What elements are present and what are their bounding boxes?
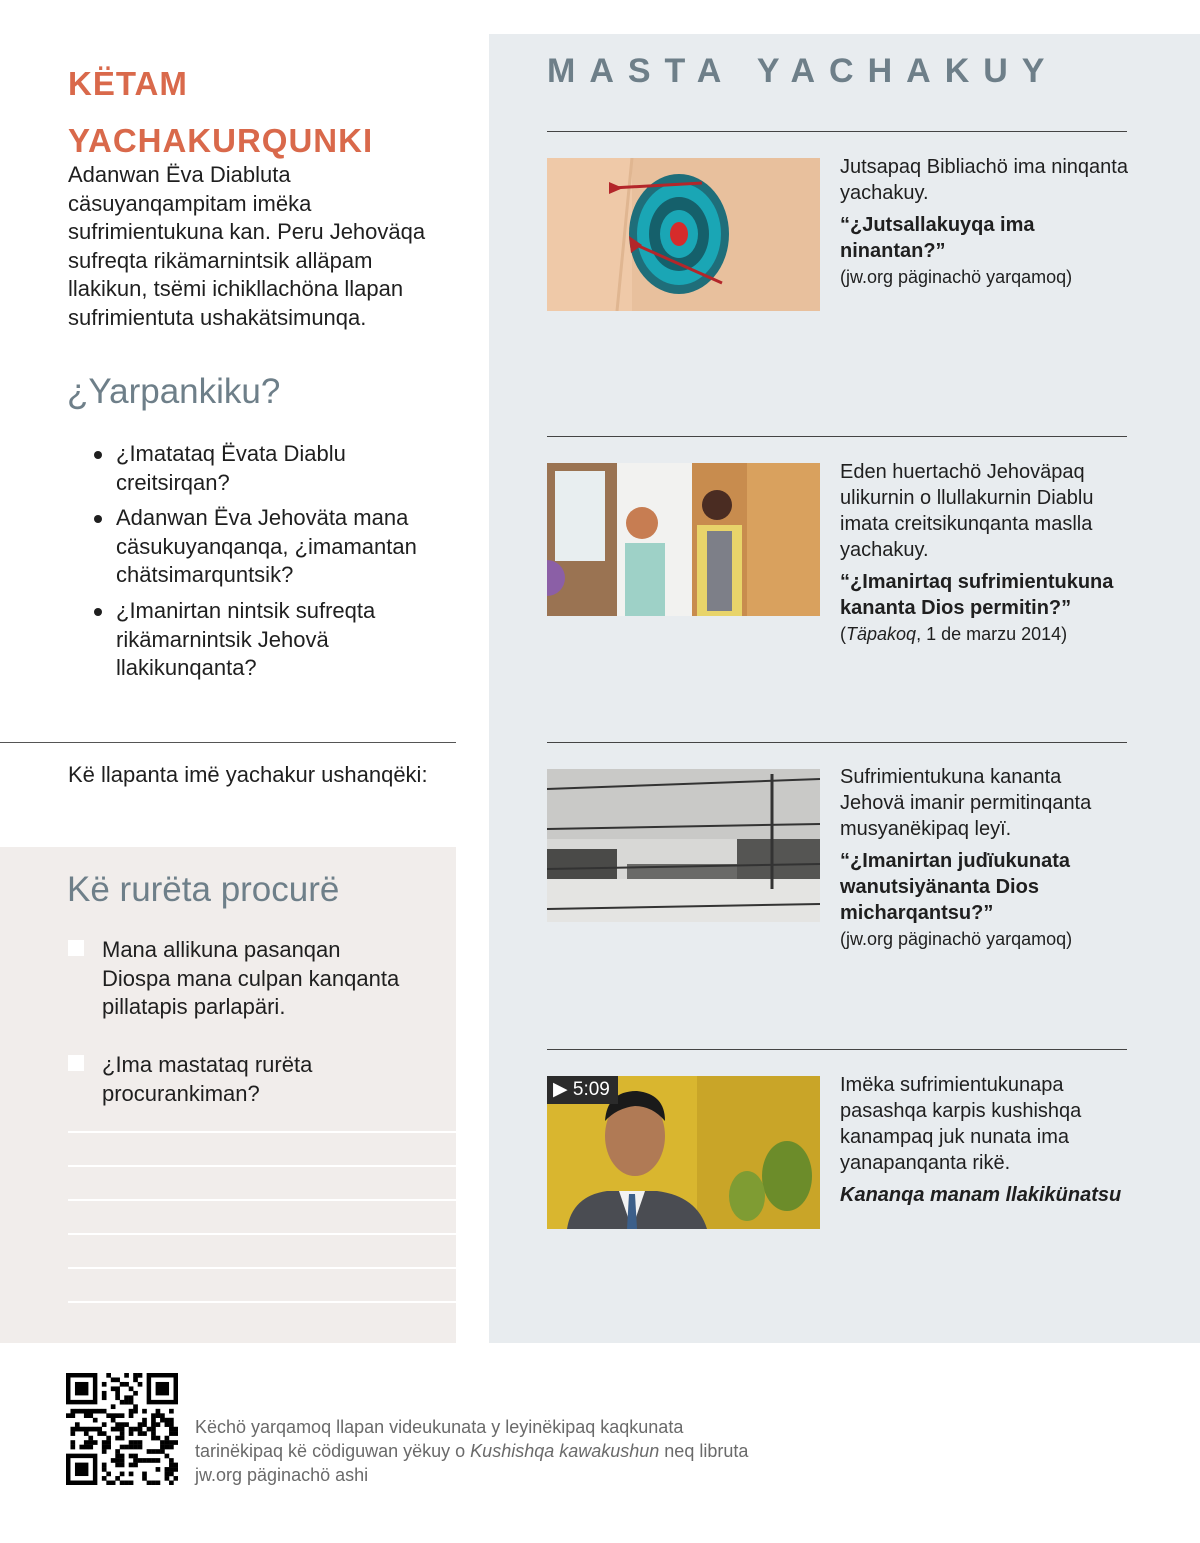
resource-item: [840, 154, 1130, 290]
writing-line[interactable]: [68, 1233, 456, 1235]
checkbox[interactable]: [68, 940, 84, 956]
target-icon: [547, 158, 820, 311]
lesson-title-line-2: YACHAKURQUNKI: [68, 122, 374, 159]
resource-link-title[interactable]: “¿Imanirtan judïukunata wanutsiyänanta Dios micharqantsu?”: [840, 850, 1071, 924]
video-thumbnail[interactable]: [547, 1076, 820, 1229]
target-arrows-image[interactable]: [547, 158, 820, 311]
review-question: ¿Imanirtan nintsik sufreqta rikämarnintsik Jehovä llakikunqanta?: [92, 597, 452, 683]
writing-line[interactable]: [68, 1165, 456, 1167]
lesson-title: [68, 55, 468, 169]
lesson-title-line-1: KËTAM: [68, 65, 188, 102]
resource-description: Imëka sufrimientukunapa pasashqa karpis kushishqa kanampaq juk nunata ima yanapanqanta rikë.: [840, 1074, 1082, 1174]
resource-item: [840, 1072, 1130, 1208]
try-item-text: ¿Ima mastataq rurëta procurankiman?: [102, 1052, 313, 1106]
resource-link-title[interactable]: “¿Jutsallakuyqa ima ninantan?”: [840, 214, 1035, 262]
writing-line[interactable]: [68, 1301, 456, 1303]
review-questions-list: [92, 440, 452, 690]
qr-code-icon: [66, 1373, 178, 1485]
resource-item: [840, 764, 1130, 952]
book-title: Kushishqa kawakushun: [470, 1441, 660, 1461]
item-divider: [547, 1049, 1127, 1050]
resource-link-title[interactable]: “¿Imanirtaq sufrimientukuna kananta Dios permitin?”: [840, 571, 1114, 619]
photo-icon: [547, 769, 820, 922]
review-heading: ¿Yarpankiku?: [67, 372, 281, 411]
lesson-summary: Adanwan Ëva Diabluta cäsuyanqampitam imëka sufrimientukuna kan. Peru Jehoväqa sufreqta rikämarnintsik alläpam llakikun, tsëmi ichikllachöna llapan sufrimientuta ushakätsimunqa.: [68, 162, 426, 330]
writing-line[interactable]: [68, 1267, 456, 1269]
more-learning-heading: MASTA YACHAKUY: [547, 52, 1059, 90]
resource-source: (jw.org päginachö yarqamoq): [840, 267, 1073, 287]
try-item: [68, 1051, 408, 1108]
learned-prompt: Kë llapanta imë yachakur ushanqëki:: [68, 762, 428, 787]
try-heading: Kë rurëta procurë: [67, 870, 340, 909]
item-divider: [547, 742, 1127, 743]
checkbox[interactable]: [68, 1055, 84, 1071]
section-divider: [0, 742, 456, 743]
photo-icon: [547, 463, 820, 616]
resource-description: Jutsapaq Bibliachö ima ninqanta yachakuy.: [840, 156, 1128, 204]
writing-line[interactable]: [68, 1131, 456, 1133]
video-title[interactable]: Kananqa manam llakikünatsu: [840, 1184, 1122, 1206]
resource-item: [840, 459, 1130, 647]
item-divider: [547, 131, 1127, 132]
try-item-text: Mana allikuna pasanqan Diospa mana culpan kanqanta pillatapis parlapäri.: [102, 937, 400, 1020]
footer-note: Këchö yarqamoq llapan videukunata y leyinëkipaq kaqkunata tarinëkipaq kë cödiguwan yëkuy o Kushishqa kawakushun neq libruta jw.org päginachö ashi: [195, 1417, 749, 1485]
publication-name: Täpakoq: [846, 624, 917, 644]
try-item: [68, 936, 408, 1022]
writing-line[interactable]: [68, 1199, 456, 1201]
review-question: Adanwan Ëva Jehoväta mana cäsukuyanqanqa, ¿imamantan chätsimarquntsik?: [92, 504, 452, 590]
video-duration-badge[interactable]: ▶ 5:09: [547, 1076, 618, 1104]
resource-source: (Täpakoq, 1 de marzu 2014): [840, 624, 1068, 644]
item-divider: [547, 436, 1127, 437]
door-conversation-image[interactable]: [547, 463, 820, 616]
resource-description: Sufrimientukuna kananta Jehovä imanir permitinqanta musyanëkipaq leyï.: [840, 766, 1092, 840]
camp-photo-image[interactable]: [547, 769, 820, 922]
resource-description: Eden huertachö Jehoväpaq ulikurnin o llullakurnin Diablu imata creitsikunqanta maslla yachakuy.: [840, 461, 1094, 561]
qr-code[interactable]: [66, 1373, 178, 1485]
review-question: ¿Imatataq Ëvata Diablu creitsirqan?: [92, 440, 452, 497]
resource-source: (jw.org päginachö yarqamoq): [840, 929, 1073, 949]
